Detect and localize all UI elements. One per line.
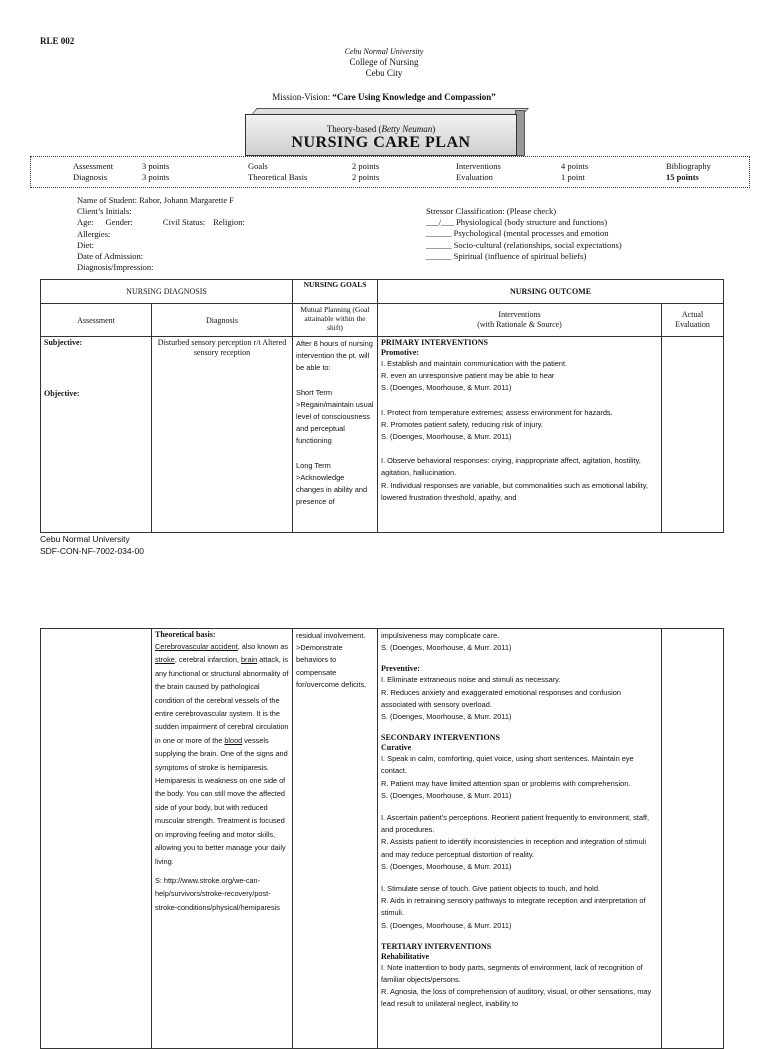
goals-cell: [293, 337, 378, 533]
interventions-cell: [378, 337, 662, 533]
intervention-text: I. Stimulate sense of touch. Give patient objects to touch, and hold.: [381, 884, 600, 894]
stressor-classification: [426, 206, 726, 262]
rationale-text: R. Promotes patient safety, reducing risk of injury.: [381, 419, 543, 429]
rationale-text: R. Agnosia, the loss of comprehension of auditory, visual, or other sensations, may lead result to unilateral neglect, inability to: [381, 987, 652, 1009]
preventive-heading: Preventive:: [381, 664, 420, 674]
long-term-label: Long Term: [296, 460, 331, 470]
footer-university: Cebu Normal University: [40, 534, 130, 544]
long-term-goal: >Acknowledge changes in ability and presence of: [296, 472, 368, 507]
rationale-text: R. Patient may have limited attention span or problems with comprehension.: [381, 778, 631, 788]
date-of-admission: Date of Admission:: [77, 251, 144, 262]
curative-heading: Curative: [381, 743, 412, 753]
theoretical-basis-text: Cerebrovascular accident, also known as stroke, cerebral infarction, brain attack, is any functional or structural abnormality of the brain caused by pathological condition of the cerebral vessels of the entire cerebrovascular system. It is the sudden impairment of cerebral circulation in one or more of the blood vessels supplying the brain. One of the signs and symptoms of stroke is hemiparesis. Hemiparesis is weakness on one side of the body. You can still move the affected side of your body, but with reduced muscular strength. Treatment is focused on improving feeling and motor skills, allowing you to better manage your daily living.: [155, 642, 289, 866]
points-label-interventions: Interventions: [456, 161, 501, 171]
header-nursing-outcome: NURSING OUTCOME: [378, 280, 724, 304]
intervention-text: I. Observe behavioral responses: crying, inappropriate affect, agitation, hostility, agitation, hallucination.: [381, 456, 641, 478]
allergies: Allergies:: [77, 228, 111, 239]
care-plan-table: [40, 279, 724, 533]
intervention-text: I. Establish and maintain communication with the patient.: [381, 359, 568, 368]
interventions-cell-continued: [378, 629, 662, 1049]
client-initials: Client’s Initials:: [77, 206, 132, 217]
stressor-physiological: ___/___ Physiological (body structure and functions): [426, 217, 608, 228]
subheader-diagnosis: Diagnosis: [152, 304, 293, 337]
points-label-evaluation: Evaluation: [456, 172, 493, 182]
university-name: Cebu Normal University: [344, 47, 424, 56]
source-text: S. (Doenges, Moorhouse, & Murr. 2011): [381, 383, 512, 393]
subheader-assessment: Assessment: [41, 304, 152, 337]
promotive-heading: Promotive:: [381, 348, 420, 357]
short-term-label: Short Term: [296, 387, 333, 397]
demographics-row: Age: Gender: Civil Status: Religion:: [77, 217, 245, 228]
rationale-text: impulsiveness may complicate care.: [381, 631, 500, 640]
source-text: S. (Doenges, Moorhouse, & Murr. 2011): [381, 432, 512, 442]
diagnosis-impression: Diagnosis/Impression:: [77, 262, 154, 273]
source-text: S. (Doenges, Moorhouse, & Murr. 2011): [381, 790, 512, 800]
source-text: S. (Doenges, Moorhouse, & Murr. 2011): [381, 920, 512, 930]
points-label-goals: Goals: [248, 161, 268, 171]
points-value-assessment: 3 points: [142, 161, 170, 171]
theoretical-basis-heading: Theoretical basis:: [155, 630, 216, 639]
short-term-goal: >Regain/maintain usual level of consciousness and perceptual functioning: [296, 399, 374, 446]
points-box: [30, 156, 750, 188]
intervention-text: I. Speak in calm, comforting, quiet voice, using short sentences. Maintain eye contact.: [381, 754, 634, 776]
stressor-sociocultural: ______ Socio-cultural (relationships, social expectations): [426, 239, 622, 250]
points-value-interventions: 4 points: [561, 161, 589, 171]
student-name: Name of Student: Rabor, Johann Margarette F: [77, 195, 234, 205]
title-banner: [245, 108, 523, 154]
intervention-text: I. Note inattention to body parts, segments of environment, lack of recognition of familiar objects/persons.: [381, 962, 643, 985]
intervention-text: I. Eliminate extraneous noise and stimuli as necessary.: [381, 675, 561, 685]
subheader-interventions: Interventions (with Rationale & Source): [378, 304, 662, 337]
source-text: S. (Doenges, Moorhouse, & Murr. 2011): [381, 861, 512, 871]
subheader-actual-evaluation: Actual Evaluation: [662, 304, 724, 337]
points-label-assessment: Assessment: [73, 161, 114, 171]
goals-cell-continued: residual involvement. >Demonstrate behaviors to compensate for/overcome deficits.: [293, 629, 378, 1049]
subjective-label: Subjective:: [44, 338, 83, 347]
footer-form-code: SDF-CON-NF-7002-034-00: [40, 546, 144, 556]
assessment-cell-continued: [41, 629, 152, 1049]
intervention-text: I. Ascertain patient’s perceptions. Reorient patient frequently to environment, staff, and procedures.: [381, 813, 649, 835]
diagnosis-cell: Disturbed sensory perception r/t Altered sensory reception: [152, 337, 293, 533]
evaluation-cell: [662, 337, 724, 533]
points-value-evaluation: 1 point: [561, 172, 585, 182]
rationale-text: R. Assists patient to identify inconsistencies in reception and integration of stimuli and may reduce perceptual distortion of reality.: [381, 837, 646, 859]
tertiary-interventions-heading: TERTIARY INTERVENTIONS: [381, 941, 492, 951]
secondary-interventions-heading: SECONDARY INTERVENTIONS: [381, 733, 500, 743]
subheader-mutual-planning: Mutual Planning (Goal attainable within the shift): [293, 304, 378, 337]
theoretical-basis-source: S: http://www.stroke.org/we-can-help/survivors/stroke-recovery/post-stroke-conditions/physical/hemiparesis: [155, 875, 280, 912]
theoretical-basis-cell: [152, 629, 293, 1049]
rationale-text: R. Reduces anxiety and exaggerated emotional responses and confusion associated with sensory overload.: [381, 687, 621, 709]
goals-intro: After 8 hours of nursing intervention the pt. will be able to:: [296, 339, 373, 373]
stressor-spiritual: ______ Spiritual (influence of spiritual beliefs): [426, 250, 587, 261]
points-label-bibliography: Bibliography: [666, 161, 711, 171]
points-value-diagnosis: 3 points: [142, 172, 170, 182]
evaluation-cell-continued: [662, 629, 724, 1049]
city-name: Cebu City: [365, 68, 403, 78]
source-text: S. (Doenges, Moorhouse, & Murr. 2011): [381, 712, 512, 722]
intervention-text: I. Protect from temperature extremes; assess environment for hazards.: [381, 407, 613, 417]
points-label-basis: Theoretical Basis: [248, 172, 308, 182]
points-value-basis: 2 points: [352, 172, 380, 182]
source-text: S. (Doenges, Moorhouse, & Murr. 2011): [381, 643, 512, 653]
college-name: College of Nursing: [349, 57, 419, 67]
points-value-goals: 2 points: [352, 161, 380, 171]
rehabilitative-heading: Rehabilitative: [381, 951, 429, 961]
rationale-text: R. Aids in retraining sensory pathways to integrate reception and interpretation of stimuli.: [381, 896, 646, 918]
diet: Diet:: [77, 239, 94, 250]
rationale-text: R. even an unresponsive patient may be able to hear: [381, 371, 555, 381]
mission-vision: Mission-Vision: “Care Using Knowledge and Compassion”: [272, 92, 496, 102]
points-total: 15 points: [666, 172, 699, 182]
header-nursing-goals: NURSING GOALS: [293, 280, 378, 304]
page-title: NURSING CARE PLAN: [291, 134, 471, 151]
points-label-diagnosis: Diagnosis: [73, 172, 107, 182]
stressor-title: Stressor Classification: (Please check): [426, 206, 557, 216]
header-nursing-diagnosis: NURSING DIAGNOSIS: [41, 280, 293, 304]
student-info: [77, 195, 407, 273]
rationale-text: R. Individual responses are variable, but commonalities such as emotional lability, lowered frustration threshold, apathy, and: [381, 480, 648, 502]
document-code: RLE 002: [40, 36, 75, 46]
objective-label: Objective:: [44, 389, 80, 398]
theory-line: Theory-based (Betty Neuman): [326, 124, 436, 134]
assessment-cell: [41, 337, 152, 533]
primary-interventions-heading: PRIMARY INTERVENTIONS: [381, 338, 488, 347]
stressor-psychological: ______ Psychological (mental processes and emotion: [426, 228, 609, 239]
care-plan-table-continued: [40, 628, 724, 1049]
